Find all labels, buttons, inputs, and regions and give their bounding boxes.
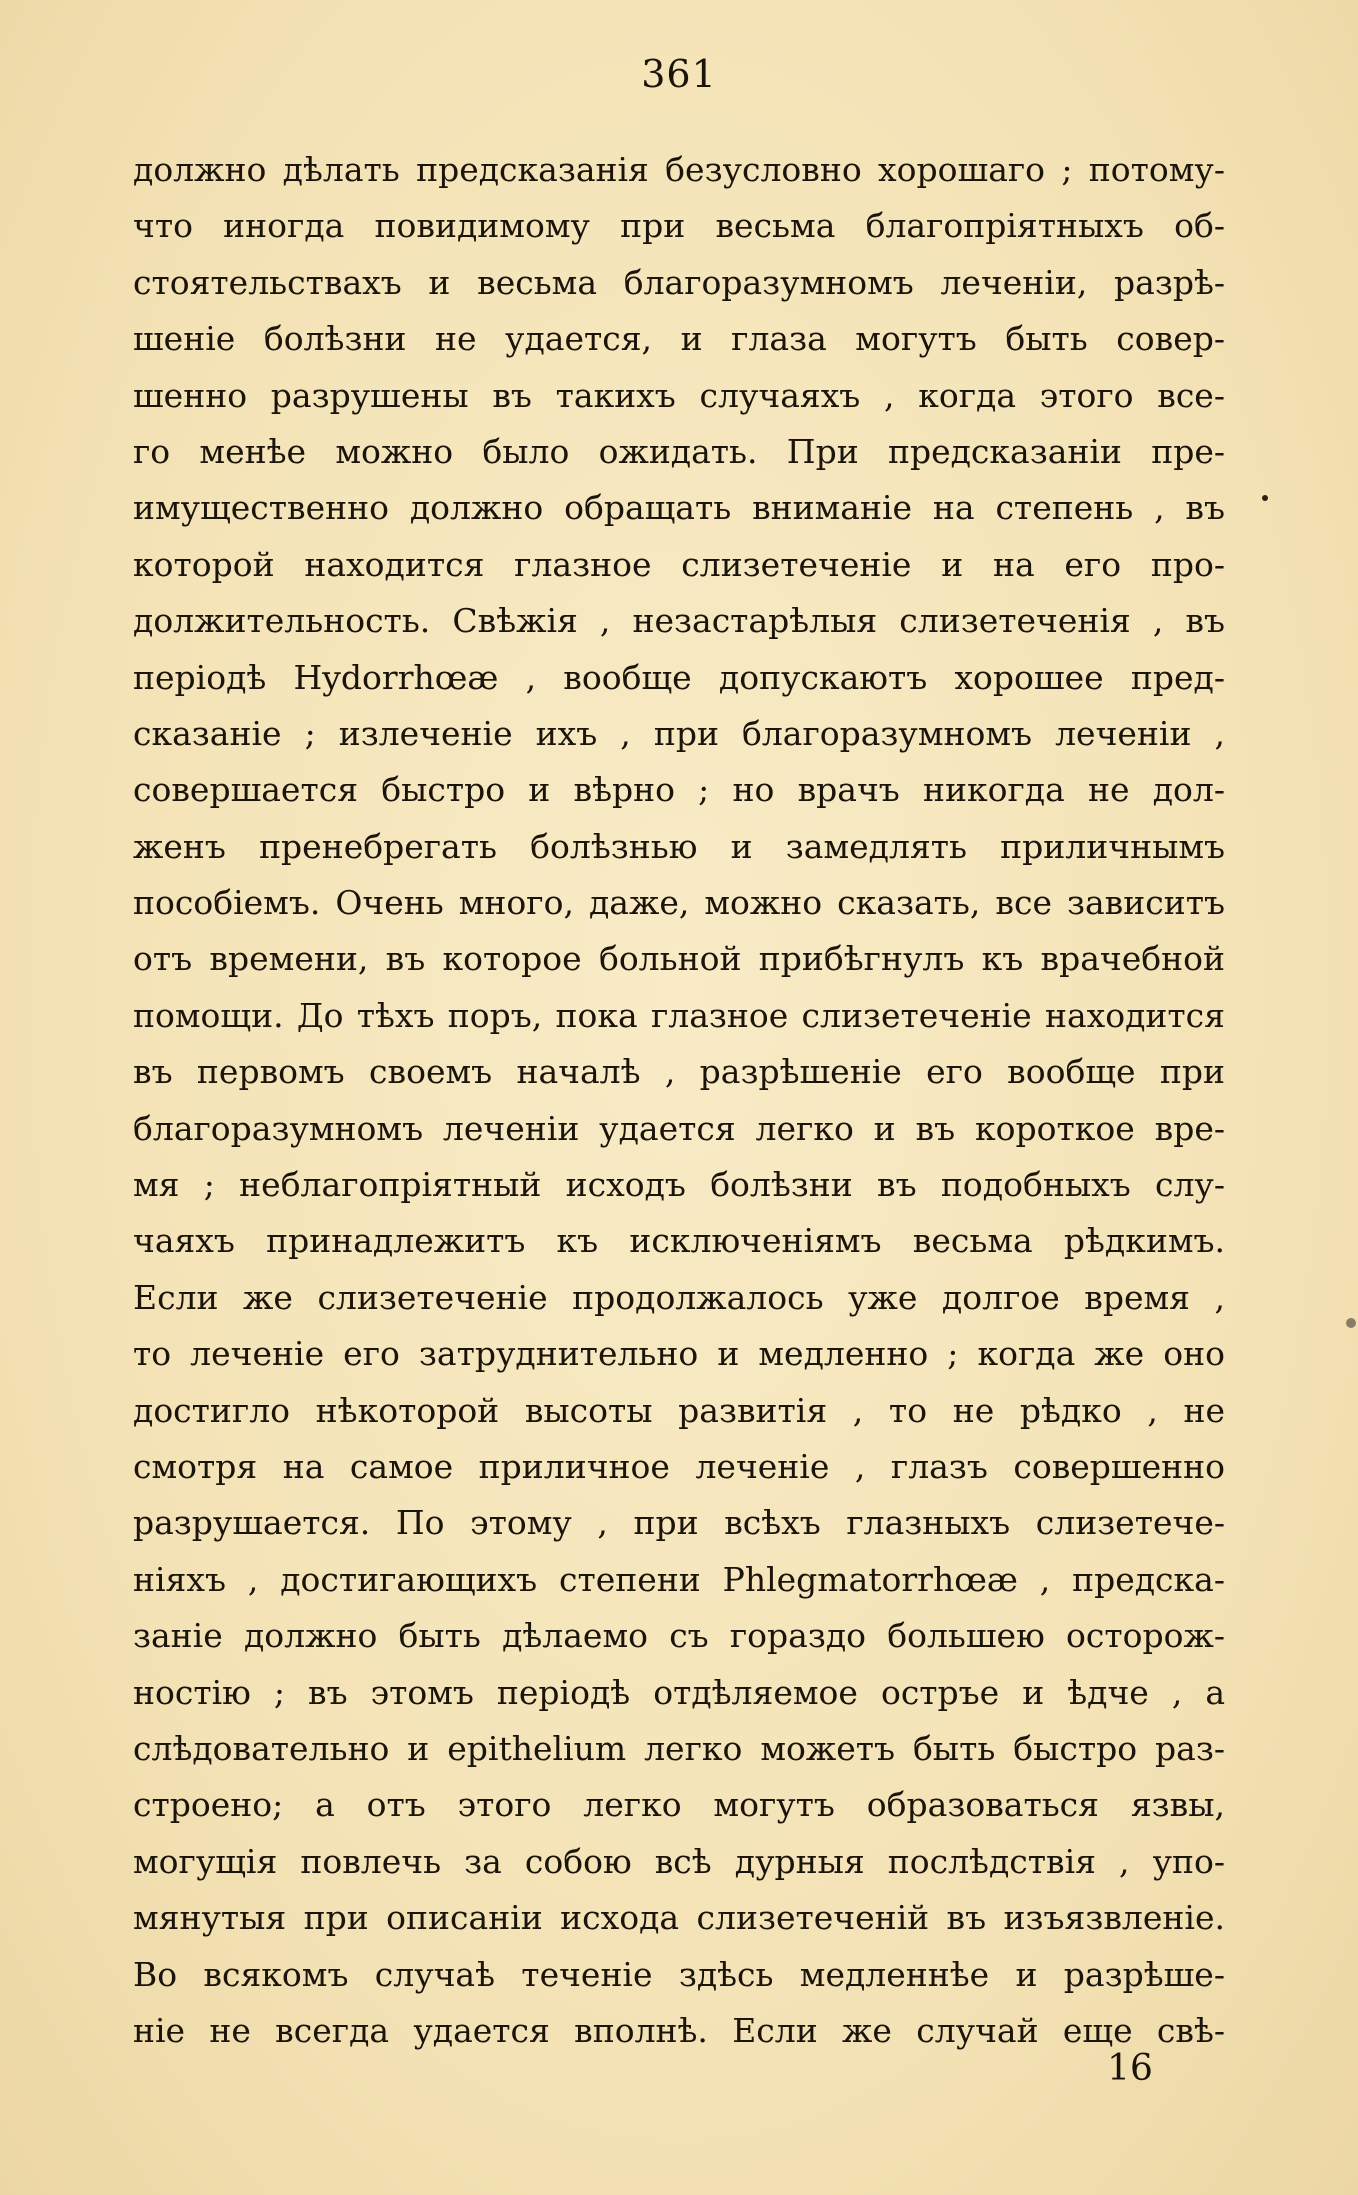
page-number: 361 [641,52,717,96]
text-line: мя ; неблагопріятный исходъ болѣзни въ подобныхъ слу- [133,1165,1225,1205]
text-line: что иногда повидимому при весьма благопріятныхъ об- [133,206,1225,246]
ink-speck [1262,495,1268,501]
text-line: должительность. Свѣжія , незастарѣлыя слизетеченія , въ [133,601,1225,641]
text-line: ніе не всегда удается вполнѣ. Если же случай еще свѣ- [133,2010,1225,2050]
text-line: строено; а отъ этого легко могутъ образоваться язвы, [133,1785,1225,1825]
text-line: которой находится глазное слизетеченіе и на его про- [133,544,1225,584]
ink-speck [1346,1318,1356,1328]
text-line: Во всякомъ случаѣ теченіе здѣсь медленнѣе и разрѣше- [133,1954,1225,1994]
text-line: въ первомъ своемъ началѣ , разрѣшеніе его вообще при [133,1052,1225,1092]
text-line: достигло нѣкоторой высоты развитія , то не рѣдко , не [133,1390,1225,1430]
text-line: ніяхъ , достигающихъ степени Phlegmatorrhœæ , предска- [133,1559,1225,1599]
signature-mark: 16 [1107,2048,1153,2089]
text-line: могущія повлечь за собою всѣ дурныя послѣдствія , упо- [133,1841,1225,1881]
text-line: стоятельствахъ и весьма благоразумномъ леченіи, разрѣ- [133,262,1225,302]
text-line: помощи. До тѣхъ поръ, пока глазное слизетеченіе находится [133,995,1225,1035]
text-line: Если же слизетеченіе продолжалось уже долгое время , [133,1277,1225,1317]
text-line: чаяхъ принадлежитъ къ исключеніямъ весьма рѣдкимъ. [133,1221,1225,1261]
text-line: шеніе болѣзни не удается, и глаза могутъ быть совер- [133,319,1225,359]
text-line: разрушается. По этому , при всѣхъ глазныхъ слизетече- [133,1503,1225,1543]
text-line: смотря на самое приличное леченіе , глазъ совершенно [133,1446,1225,1486]
text-line: отъ времени, въ которое больной прибѣгнулъ къ врачебной [133,939,1225,979]
text-line: періодѣ Hydorrhœæ , вообще допускаютъ хорошее пред- [133,657,1225,697]
text-line: совершается быстро и вѣрно ; но врачъ никогда не дол- [133,770,1225,810]
text-line: должно дѣлать предсказанія безусловно хорошаго ; потому- [133,150,1225,189]
text-line: заніе должно быть дѣлаемо съ гораздо большею осторож- [133,1616,1225,1656]
text-line: шенно разрушены въ такихъ случаяхъ , когда этого все- [133,375,1225,415]
text-line: то леченіе его затруднительно и медленно ; когда же оно [133,1334,1225,1374]
text-line: ностію ; въ этомъ періодѣ отдѣляемое остръе и ѣдче , а [133,1672,1225,1712]
text-line: го менѣе можно было ожидать. При предсказаніи пре- [133,431,1225,471]
body-text [133,142,1225,2059]
text-line: мянутыя при описаніи исхода слизетеченій въ изъязвленіе. [133,1898,1225,1938]
text-line: благоразумномъ леченіи удается легко и въ короткое вре- [133,1108,1225,1148]
text-line: женъ пренебрегать болѣзнью и замедлять приличнымъ [133,826,1225,866]
text-line: сказаніе ; излеченіе ихъ , при благоразумномъ леченіи , [133,713,1225,753]
text-line: имущественно должно обращать вниманіе на степень , въ [133,488,1225,528]
text-line: пособіемъ. Очень много, даже, можно сказать, все зависитъ [133,883,1225,923]
text-line: слѣдовательно и epithelium легко можетъ быть быстро раз- [133,1728,1225,1768]
